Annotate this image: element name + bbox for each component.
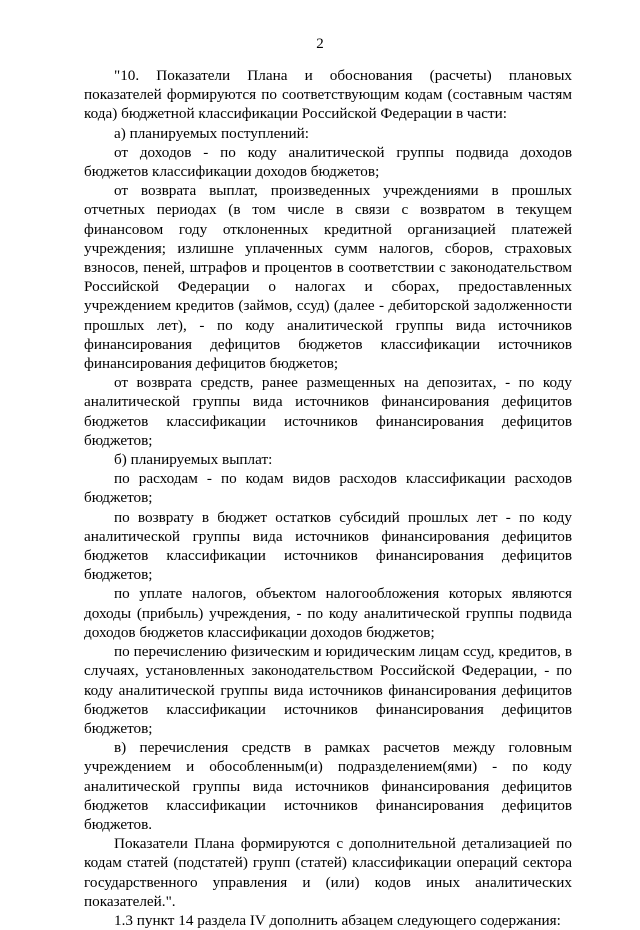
paragraph-refund-of-deposits: от возврата средств, ранее размещенных на депозитах, - по коду аналитической группы вида источников финансирования дефицитов бюджетов классификации источников финансирования дефицитов бюджетов; [84,374,572,449]
paragraph-plan-detailing: Показатели Плана формируются с дополнительной детализацией по кодам статей (подстатей) групп (статей) классификации операций сектора государственного управления и (или) кодов иных аналитических показателей.". [84,835,572,910]
paragraph-planned-payments-heading: б) планируемых выплат: [114,451,273,469]
document-body [84,66,572,930]
paragraph-planned-receipts-heading: а) планируемых поступлений: [114,124,309,142]
paragraph-refund-of-payments: от возврата выплат, произведенных учреждениями в прошлых отчетных периодах (в том числе в связи с возвратом в текущем финансовом году отклоненных кредитной организацией платежей учреждения; излишне уплаченных сумм налогов, сборов, страховых взносов, пеней, штрафов и процентов в соответствии с законодательством Российской Федерации о налогах и сборах, предоставленных учреждением кредитов (займов, ссуд) (далее - дебиторской задолженности прошлых лет), - по коду аналитической группы вида источников финансирования дефицитов бюджетов классификации источников финансирования дефицитов бюджетов; [84,182,572,373]
paragraph-loans-transfer: по перечислению физическим и юридическим лицам ссуд, кредитов, в случаях, установленных законодательством Российской Федерации, - по коду аналитической группы вида источников финансирования дефицитов бюджетов классификации источников финансирования дефицитов бюджетов; [84,643,572,737]
paragraph-expenses: по расходам - по кодам видов расходов классификации расходов бюджетов; [84,470,572,507]
paragraph-tax-payment: по уплате налогов, объектом налогообложения которых являются доходы (прибыль) учреждения, - по коду аналитической группы подвида доходов бюджетов классификации доходов бюджетов; [84,585,572,641]
paragraph-income: от доходов - по коду аналитической группы подвида доходов бюджетов классификации доходов бюджетов; [84,143,572,181]
page-number: 2 [316,36,324,52]
paragraph-subsidy-return: по возврату в бюджет остатков субсидий прошлых лет - по коду аналитической группы вида источников финансирования дефицитов бюджетов классификации источников финансирования дефицитов бюджетов; [84,508,572,584]
paragraph-item-10-intro: "10. Показатели Плана и обоснования (расчеты) плановых показателей формируются по соответствующим кодам (составным частям кода) бюджетной классификации Российской Федерации в части: [84,67,572,123]
paragraph-amendment-1-3: 1.3 пункт 14 раздела IV дополнить абзацем следующего содержания: [114,911,561,929]
paragraph-internal-transfers: в) перечисления средств в рамках расчетов между головным учреждением и обособленным(и) подразделением(ями) - по коду аналитической группы вида источников финансирования дефицитов бюджетов классификации источников финансирования дефицитов бюджетов. [84,739,572,833]
